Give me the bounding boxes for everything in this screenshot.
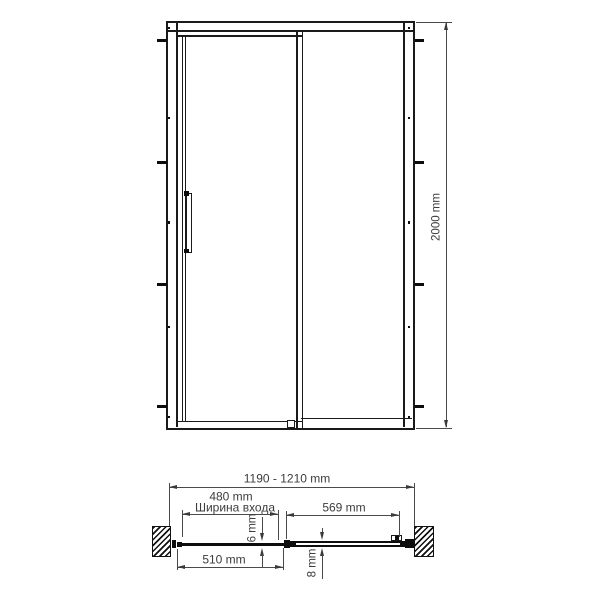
height-dim-line: [446, 23, 447, 427]
wall-bracket-left-1: [157, 39, 167, 43]
door-glass-section: [178, 543, 284, 547]
door-panel-width-dimension-label: 510 mm: [202, 552, 246, 567]
glass6-line-top: [262, 517, 263, 534]
left-wall-profile-section-a: [172, 540, 177, 548]
overall-width-dim-line: [169, 487, 414, 488]
arrow-left-icon: [177, 565, 185, 569]
arrow-right-icon: [270, 512, 278, 516]
door-panel-ext-left: [177, 549, 178, 570]
arrow-down-icon: [320, 532, 324, 540]
arrow-left-icon: [286, 513, 294, 517]
arrow-right-icon: [406, 485, 414, 489]
screw-dot-right-5: [408, 416, 411, 419]
wall-bracket-left-4: [157, 405, 167, 409]
fixed-glass-thickness-label: 8 mm: [306, 548, 319, 578]
right-wall-profile-section-b: [405, 539, 414, 548]
wall-bracket-right-1: [415, 39, 425, 43]
left-wall-profile-line: [176, 23, 178, 427]
center-junction-profile-a: [284, 540, 290, 549]
arrow-right-icon: [391, 513, 399, 517]
screw-dot-right-1: [408, 27, 411, 30]
wall-bracket-left-2: [157, 161, 167, 165]
handle-bar: [186, 193, 192, 253]
left-wall-section: [152, 526, 171, 557]
entrance-width-dim-line: [182, 514, 278, 515]
screw-dot-left-5: [168, 416, 171, 419]
glass6-line-bottom: [262, 554, 263, 567]
wall-bracket-right-4: [415, 405, 425, 409]
center-divider-line-outer: [296, 31, 298, 428]
screw-dot-left-1: [168, 27, 171, 30]
entrance-width-ext-right: [278, 510, 279, 540]
arrow-right-icon: [275, 565, 283, 569]
overall-width-ext-right: [414, 483, 415, 526]
arrow-down-icon: [260, 533, 264, 541]
right-wall-section: [414, 526, 434, 557]
handle-mount-bottom: [184, 249, 190, 254]
arrow-left-icon: [182, 512, 190, 516]
wall-bracket-right-2: [415, 161, 425, 165]
entrance-width-dimension-label: 480 mm: [209, 489, 253, 504]
screw-dot-right-4: [408, 326, 411, 329]
center-divider-line-inner: [302, 31, 304, 428]
height-dimension-label: 2000 mm: [430, 193, 443, 241]
arrow-down-icon: [444, 420, 448, 428]
door-panel-dim-line: [177, 567, 283, 568]
door-top-rail-line: [176, 35, 303, 37]
fixed-panel-dim-line: [286, 515, 399, 516]
fixed-panel-width-dimension-label: 569 mm: [322, 500, 366, 515]
screw-dot-left-3: [168, 221, 171, 224]
handle-mount-top: [184, 191, 190, 196]
door-panel-ext-right: [283, 548, 284, 570]
wall-bracket-right-3: [415, 283, 425, 287]
fixed-glass-section-top: [295, 541, 404, 543]
arrow-left-icon: [169, 485, 177, 489]
fixed-glass-section-bottom: [295, 545, 404, 547]
overall-width-ext-left: [169, 483, 170, 526]
fixed-panel-bottom-line: [301, 418, 412, 420]
glass8-line-bottom: [322, 555, 323, 579]
arrow-up-icon: [444, 22, 448, 30]
door-guide-block: [287, 420, 295, 428]
screw-dot-right-2: [408, 117, 411, 120]
height-dim-ext-bottom: [416, 428, 452, 429]
fixed-panel-ext-right: [399, 511, 400, 537]
door-stile-line-outer: [182, 35, 184, 421]
right-wall-profile-line: [403, 23, 405, 427]
overall-width-dimension-label: 1190 - 1210 mm: [243, 471, 331, 486]
door-frame-outline: [166, 21, 415, 430]
fixed-panel-ext-left: [286, 511, 287, 539]
screw-dot-right-3: [408, 221, 411, 224]
entrance-width-ext-left: [182, 510, 183, 537]
top-rail-line: [168, 30, 413, 32]
wall-bracket-left-3: [157, 283, 167, 287]
screw-dot-left-2: [168, 117, 171, 120]
screw-dot-left-4: [168, 326, 171, 329]
door-glass-thickness-label: 6 mm: [246, 513, 259, 543]
door-bottom-rail-line: [176, 421, 303, 423]
entrance-width-caption: Ширина входа: [194, 499, 276, 514]
